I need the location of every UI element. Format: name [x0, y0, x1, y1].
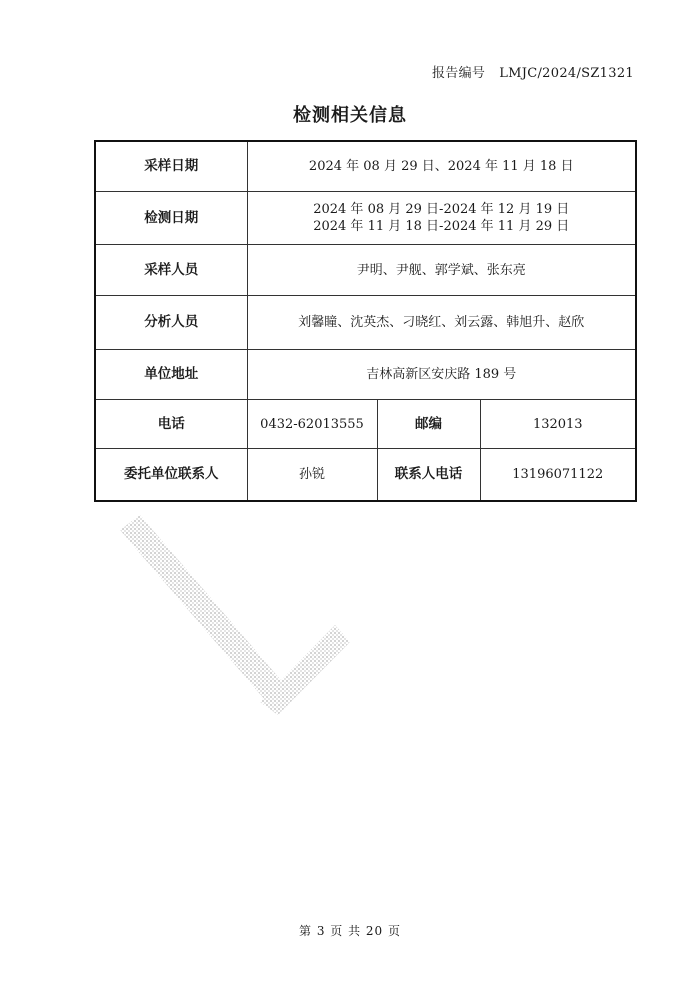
- contact-phone-value: 13196071122: [480, 449, 636, 502]
- page-title: 检测相关信息: [293, 105, 407, 126]
- sampling-date-value: 2024 年 08 月 29 日、2024 年 11 月 18 日: [247, 141, 636, 192]
- report-number: [432, 62, 634, 81]
- test-date-line-1: 2024 年 08 月 29 日-2024 年 12 月 19 日: [313, 202, 570, 217]
- analysts-value: 刘馨瞳、沈英杰、刁晓红、刘云露、韩旭升、赵欣: [247, 296, 636, 350]
- phone-label: 电话: [95, 400, 247, 449]
- client-contact-label: 委托单位联系人: [95, 449, 247, 502]
- info-table: [94, 140, 637, 502]
- table-row: [95, 192, 636, 245]
- table-row: [95, 245, 636, 296]
- table-row: [95, 296, 636, 350]
- samplers-label: 采样人员: [95, 245, 247, 296]
- table-row: [95, 350, 636, 400]
- address-value: 吉林高新区安庆路 189 号: [247, 350, 636, 400]
- postcode-label: 邮编: [377, 400, 480, 449]
- sampling-date-label: 采样日期: [95, 141, 247, 192]
- page-number: 第 3 页 共 20 页: [299, 924, 401, 938]
- analysts-label: 分析人员: [95, 296, 247, 350]
- table-row: [95, 400, 636, 449]
- test-date-line-2: 2024 年 11 月 18 日-2024 年 11 月 29 日: [313, 219, 570, 234]
- contact-phone-label: 联系人电话: [377, 449, 480, 502]
- samplers-value: 尹明、尹舰、郭学斌、张东亮: [247, 245, 636, 296]
- table-row: [95, 449, 636, 502]
- report-number-label: 报告编号: [432, 66, 486, 81]
- report-number-value: LMJC/2024/SZ1321: [499, 66, 634, 81]
- test-date-label: 检测日期: [95, 192, 247, 245]
- address-label: 单位地址: [95, 350, 247, 400]
- postcode-value: 132013: [480, 400, 636, 449]
- client-contact-value: 孙锐: [247, 449, 377, 502]
- table-row: [95, 141, 636, 192]
- test-date-value: [247, 192, 636, 245]
- phone-value: 0432-62013555: [247, 400, 377, 449]
